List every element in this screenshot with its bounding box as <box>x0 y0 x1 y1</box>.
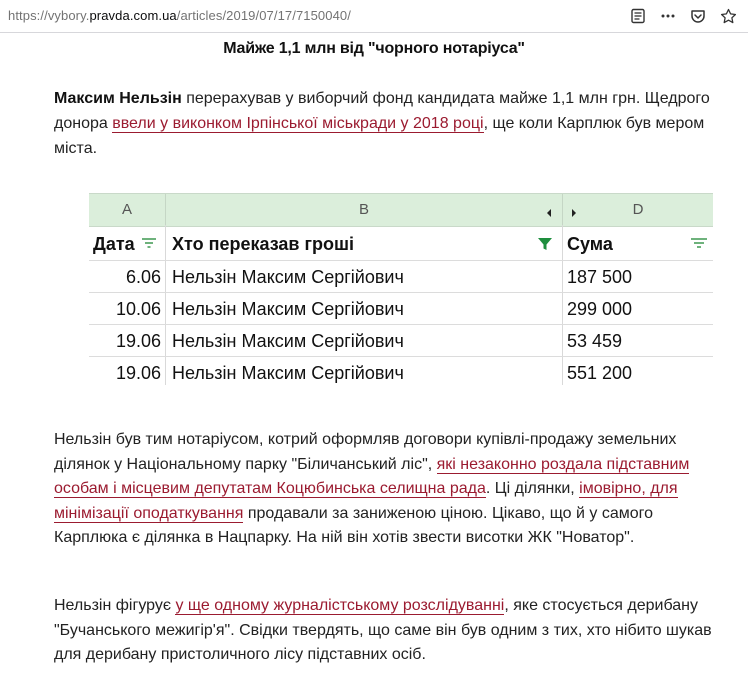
table-header-row <box>89 228 713 260</box>
cell-sum[interactable]: 299 000 <box>567 299 633 319</box>
paragraph-1 <box>54 86 724 161</box>
table-row <box>89 325 713 357</box>
url-text[interactable] <box>8 8 351 23</box>
p1-text-1: перерахував у виборчий фонд кандидата майже 1,1 млн грн. Щедрого донора <box>54 90 710 132</box>
donor-name: Максим Нельзін <box>54 90 182 107</box>
address-bar[interactable] <box>0 0 748 33</box>
p2-text-3: продавали за заниженою ціною. Цікаво, що й у самого Карплюка є ділянка в Нацпарку. На ній він хотів звести висотки ЖК "Новатор". <box>54 504 654 546</box>
url-path: /articles/2019/07/17/7150040/ <box>176 8 351 23</box>
paragraph-2 <box>54 428 724 551</box>
p1-text-2: , ще коли Карплюк був мером міста. <box>54 115 705 157</box>
cell-sum[interactable]: 53 459 <box>567 331 623 351</box>
table-row <box>89 261 713 293</box>
cell-date[interactable]: 19.06 <box>115 363 161 383</box>
more-actions-icon[interactable] <box>658 6 678 26</box>
cell-sum[interactable]: 187 500 <box>567 267 633 287</box>
p2-text-1: Нельзін був тим нотаріусом, котрий оформляв договори купівлі-продажу земельних ділянок у Національному парку "Біличанський ліс", <box>54 431 677 473</box>
cell-date[interactable]: 10.06 <box>115 299 161 319</box>
column-letter-a[interactable]: A <box>121 201 132 218</box>
cell-who[interactable]: Нельзін Максим Сергійович <box>172 267 404 287</box>
table-row <box>89 293 713 325</box>
cell-date[interactable]: 19.06 <box>115 331 161 351</box>
header-date[interactable]: Дата <box>93 234 135 254</box>
cell-who[interactable]: Нельзін Максим Сергійович <box>172 363 404 383</box>
column-letter-d[interactable]: D <box>632 201 644 218</box>
header-who[interactable]: Хто переказав гроші <box>172 234 354 254</box>
url-domain: pravda.com.ua <box>89 8 177 23</box>
p3-text-2: , яке стосується дерибану "Бучанського межигір'я". Свідки твердять, що саме він був одним з тих, хто нібито шукав для дерибану пристоличного лісу підставних осіб. <box>54 597 712 663</box>
cell-who[interactable]: Нельзін Максим Сергійович <box>172 299 404 319</box>
paragraph-3 <box>54 594 724 668</box>
filter-active-icon[interactable] <box>537 236 553 257</box>
tax-minimization-link[interactable]: імовірно, для мінімізації оподаткування <box>54 480 678 522</box>
filter-icon[interactable] <box>690 236 708 255</box>
cell-who[interactable]: Нельзін Максим Сергійович <box>172 331 404 351</box>
filter-icon[interactable] <box>141 236 157 255</box>
url-prefix: https://vybory. <box>8 8 90 23</box>
column-header-bar <box>89 193 713 227</box>
pocket-icon[interactable] <box>688 6 708 26</box>
executive-committee-link[interactable]: ввели у виконком Ірпінської міськради у 2018 році <box>112 115 484 132</box>
donations-spreadsheet <box>89 193 713 385</box>
article-title: Майже 1,1 млн від "чорного нотаріуса" <box>223 40 525 57</box>
reader-view-icon[interactable] <box>628 6 648 26</box>
cell-sum[interactable]: 551 200 <box>567 363 633 383</box>
header-sum[interactable]: Сума <box>567 234 613 254</box>
investigation-link[interactable]: у ще одному журналістському розслідуванні <box>175 597 505 614</box>
collapse-left-icon[interactable] <box>545 205 553 223</box>
p3-text-1: Нельзін фігурує <box>54 597 176 614</box>
p2-text-2: . Ці ділянки, <box>485 480 580 497</box>
url-actions <box>628 6 738 26</box>
bookmark-star-icon[interactable] <box>718 6 738 26</box>
cell-date[interactable]: 6.06 <box>125 267 161 287</box>
table-row <box>89 357 713 385</box>
illegal-distribution-link[interactable]: які незаконно роздала підставним особам і місцевим депутатам Коцюбинська селищна рада <box>54 455 690 497</box>
column-letter-b[interactable]: B <box>358 201 369 218</box>
